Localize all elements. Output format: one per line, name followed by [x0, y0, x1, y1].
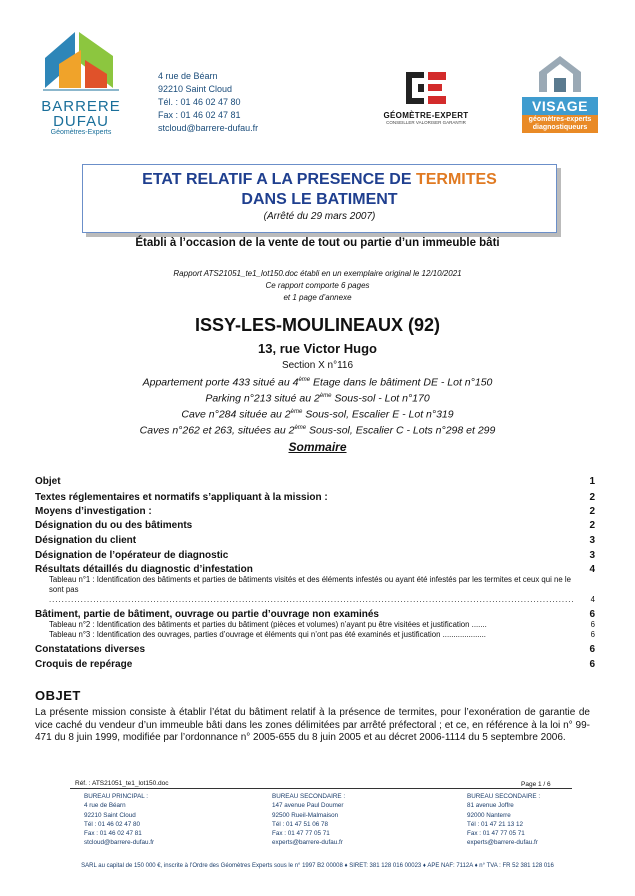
lot-text: Sous-sol, Escalier E - Lot n°319 [302, 408, 454, 421]
toc-label: Tableau n°1 : Identification des bâtiments et parties de bâtiments visités et des éléments infestés ou ayant été infestés par les termites et ceux qui ne le sont pas [49, 575, 571, 594]
lot-text: Cave n°284 située au 2 [181, 408, 291, 421]
lot-text: Appartement porte 433 situé au 4 [142, 376, 299, 389]
toc-label: Désignation du ou des bâtiments [35, 520, 193, 531]
office-line: Fax : 01 46 02 47 81 [84, 830, 142, 838]
office-line: Tél : 01 46 02 47 80 [84, 820, 141, 828]
report-title-box [82, 164, 557, 233]
lot-text: Sous-sol, Escalier C - Lots n°298 et 299 [306, 424, 496, 437]
office-line: 81 avenue Joffre [467, 802, 514, 810]
toc-page: 4 [589, 564, 595, 575]
toc-page: 2 [589, 492, 595, 503]
lot-text: Sous-sol - Lot n°170 [331, 392, 430, 405]
toc-page: 1 [589, 476, 595, 487]
toc-page: 6 [590, 620, 595, 629]
toc-label: Croquis de repérage [35, 659, 133, 670]
toc-subitem[interactable]: Tableau n°2 : Identification des bâtiments et parties du bâtiment (pièces et volumes) n’ayant pu être visitées et justification ....... 6 [49, 620, 595, 629]
geometre-expert-logo [381, 70, 471, 125]
ge-tagline: CONSEILLER VALORISER GARANTIR [386, 120, 466, 125]
toc-item[interactable] [35, 492, 595, 503]
toc-item[interactable] [35, 535, 595, 546]
toc-item[interactable] [35, 644, 595, 655]
toc-page: 6 [589, 659, 595, 670]
report-info-line: Ce rapport comporte 6 pages [265, 281, 370, 290]
company-address [158, 70, 258, 135]
address-line: 4 rue de Béarn [158, 71, 218, 81]
lot-line [0, 374, 635, 390]
footer-office-principal [84, 792, 154, 848]
office-line: BUREAU SECONDAIRE : [467, 793, 541, 800]
address-line: Fax : 01 46 02 47 81 [158, 110, 241, 120]
toc-label: Désignation de l’opérateur de diagnostic [35, 550, 229, 561]
office-line: Fax : 01 47 77 05 71 [467, 830, 525, 838]
toc-page: 6 [590, 630, 595, 639]
office-line: 92000 Nanterre [467, 811, 511, 819]
toc-subitem[interactable]: Tableau n°1 : Identification des bâtiments et parties de bâtiments visités et des éléments infestés ou ayant été infestés par les termites et ceux qui ne le sont pas ...................................................................................................................................................................... 4 [49, 575, 595, 604]
office-line: Tél : 01 47 51 06 78 [272, 820, 329, 828]
lot-text: Parking n°213 situé au 2 [205, 392, 320, 405]
office-line: experts@barrere-dufau.fr [467, 839, 538, 847]
report-info-line: et 1 page d’annexe [283, 293, 352, 302]
toc-page: 3 [589, 535, 595, 546]
toc-label: Constatations diverses [35, 644, 146, 655]
title-prefix: ETAT RELATIF A LA PRESENCE DE [142, 171, 416, 188]
office-line: 4 rue de Béarn [84, 802, 126, 810]
lots-list [0, 374, 635, 438]
toc-item[interactable] [35, 520, 595, 531]
toc-label: Objet [35, 476, 61, 487]
office-line: stcloud@barrere-dufau.fr [84, 839, 155, 847]
lot-line [0, 390, 635, 406]
lot-sup: ème [290, 409, 303, 415]
logo-graphic [35, 26, 127, 94]
office-line: experts@barrere-dufau.fr [272, 839, 343, 847]
toc-item[interactable] [35, 659, 595, 670]
page-number: Page 1 / 6 [521, 781, 551, 788]
lot-sup: ème [298, 377, 311, 383]
visage-logo [522, 52, 598, 133]
toc-label: Résultats détaillés du diagnostic d’infestation [35, 564, 253, 575]
toc-item[interactable] [35, 506, 595, 517]
footer-divider [70, 788, 572, 789]
cadastral-section: Section X n°116 [281, 360, 354, 371]
report-info [0, 268, 635, 304]
title-line-2: DANS LE BATIMENT [241, 191, 398, 208]
toc-item[interactable] [35, 476, 595, 487]
toc-item[interactable] [35, 609, 595, 620]
house-icon [535, 52, 585, 92]
office-line: BUREAU PRINCIPAL : [84, 793, 149, 800]
toc-item[interactable] [35, 550, 595, 561]
logo-subtitle: Géomètres-Experts [50, 129, 112, 136]
report-info-line: Rapport ATS21051_te1_lot150.doc établi en un exemplaire original le 12/10/2021 [173, 269, 462, 278]
address-line: 92210 Saint Cloud [158, 84, 233, 94]
toc-page: 6 [589, 644, 595, 655]
visage-title: VISAGE [522, 97, 598, 115]
toc-label: Désignation du client [35, 535, 137, 546]
toc-page: 2 [589, 506, 595, 517]
address-line: stcloud@barrere-dufau.fr [158, 123, 259, 133]
occasion-line: Établi à l’occasion de la vente de tout ou partie d’un immeuble bâti [135, 237, 500, 249]
toc-label: Tableau n°2 : Identification des bâtiments et parties du bâtiment (pièces et volumes) n’ayant pu être visitées et justification [49, 620, 470, 629]
objet-heading: OBJET [35, 688, 81, 703]
toc-item[interactable] [35, 564, 595, 575]
footer-office-secondaire-1 [272, 792, 345, 848]
street: 13, rue Victor Hugo [258, 341, 377, 356]
objet-paragraph: La présente mission consiste à établir l’état du bâtiment relatif à la présence de termites, pour l’exonération de garantie de vice caché du vendeur d’un immeuble bâti dans les zones délimitées par arrêté préfectoral ; et ce, en référence à la loi n° 99-471 du 8 juin 1999, modifiée par l’ordonnance n° 2005-655 du 8 juin 2005 et au décret 2006-1114 du 5 septembre 2006. [35, 707, 590, 743]
title-line-1 [83, 170, 556, 190]
logo-name-1: BARRERE [41, 98, 121, 115]
logo-name-2: DUFAU [53, 113, 109, 130]
toc-page: 2 [589, 520, 595, 531]
lot-text: Caves n°262 et 263, situées au 2 [139, 424, 295, 437]
address-line: Tél. : 01 46 02 47 80 [158, 97, 241, 107]
office-line: 147 avenue Paul Doumer [272, 802, 344, 810]
visage-sub-line: géomètres-experts [528, 116, 592, 123]
city: ISSY-LES-MOULINEAUX (92) [194, 315, 441, 335]
toc-page: 4 [590, 595, 595, 604]
office-line: Tél : 01 47 21 13 12 [467, 820, 524, 828]
title-termites: TERMITES [415, 171, 497, 188]
office-line: BUREAU SECONDAIRE : [272, 793, 346, 800]
toc-page: 6 [589, 609, 595, 620]
arrete-date: (Arrêté du 29 mars 2007) [263, 211, 376, 222]
office-line: 92500 Rueil-Malmaison [272, 811, 339, 819]
lot-text: Etage dans le bâtiment DE - Lot n°150 [310, 376, 493, 389]
toc-page: 3 [589, 550, 595, 561]
toc-subitem[interactable]: Tableau n°3 : Identification des ouvrages, parties d’ouvrage et éléments qui n’ont pas été examinés et justification .................... 6 [49, 630, 595, 639]
table-of-contents [35, 472, 595, 670]
ge-mark-icon [404, 70, 448, 106]
sommaire-heading: Sommaire [288, 440, 347, 454]
toc-label: Moyens d’investigation : [35, 506, 152, 517]
toc-label: Tableau n°3 : Identification des ouvrages, parties d’ouvrage et éléments qui n’ont pas été examinés et justification [49, 630, 441, 639]
footer-office-secondaire-2 [467, 792, 540, 848]
office-line: 92210 Saint Cloud [84, 811, 136, 819]
toc-label: Textes réglementaires et normatifs s’appliquant à la mission : [35, 492, 328, 503]
office-line: Fax : 01 47 77 05 71 [272, 830, 330, 838]
lot-sup: ème [319, 393, 332, 399]
toc-label: Bâtiment, partie de bâtiment, ouvrage ou partie d’ouvrage non examinés [35, 609, 379, 620]
company-logo [35, 26, 127, 148]
ge-name: GÉOMÈTRE-EXPERT [383, 111, 469, 120]
lot-line [0, 422, 635, 438]
legal-notice: SARL au capital de 150 000 €, inscrite à l’Ordre des Géomètres Experts sous le n° 1997 B2 00008 ♦ SIRET: 381 128 016 00023 ♦ APE NAF: 7112A ♦ n° TVA : FR 52 381 128 016 [81, 863, 554, 869]
footer-reference: Réf. : ATS21051_te1_lot150.doc [75, 780, 169, 787]
visage-sub-line: diagnostiqueurs [532, 124, 588, 131]
lot-sup: ème [294, 425, 307, 431]
lot-line [0, 406, 635, 422]
visage-subtitle [522, 115, 598, 133]
